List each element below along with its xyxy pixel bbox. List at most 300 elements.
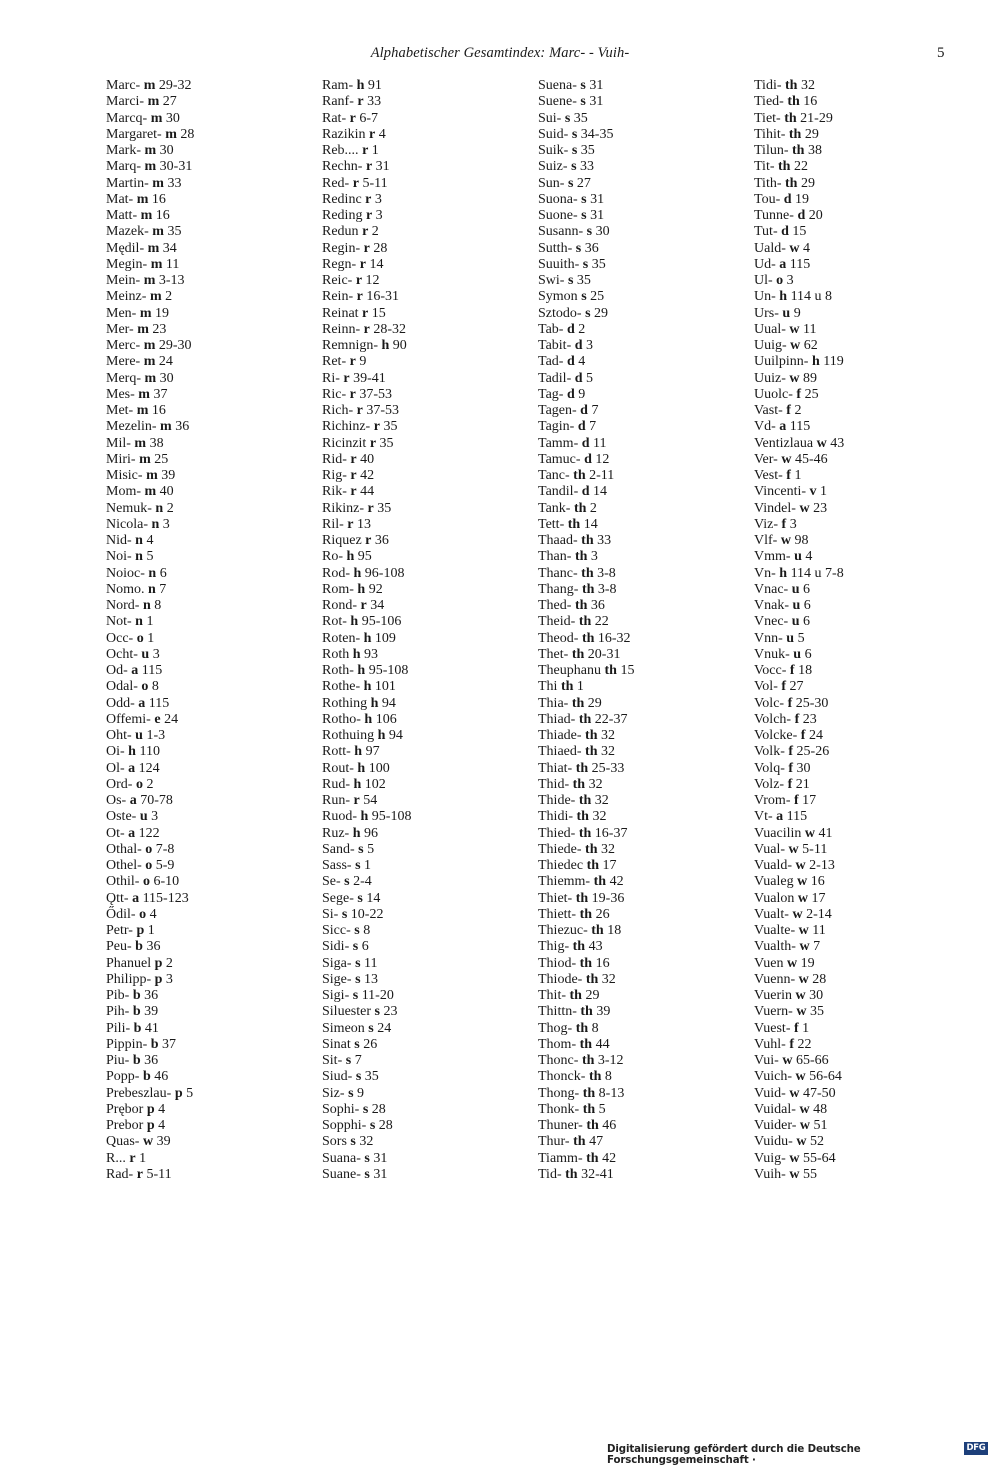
index-entry [322, 907, 534, 923]
entry-letter: m [134, 435, 147, 451]
entry-letter: h [370, 695, 379, 711]
entry-letter: w [789, 1085, 800, 1101]
index-entry [754, 874, 966, 890]
index-entry [754, 1151, 966, 1167]
index-entry [106, 939, 318, 955]
entry-reference: 11 [364, 955, 378, 971]
entry-reference: 4 [158, 1101, 166, 1117]
entry-letter: s [358, 841, 364, 857]
index-entry [106, 143, 318, 159]
entry-reference: 3 [374, 191, 382, 207]
entry-letter: r [343, 370, 350, 386]
entry-reference: 22 [797, 1036, 812, 1052]
entry-stem: Urs- [754, 305, 779, 321]
entry-letter: w [798, 923, 809, 938]
entry-reference: 3 [162, 516, 170, 532]
entry-reference: 3 [786, 273, 794, 288]
entry-stem: Tagen- [538, 403, 577, 418]
entry-stem: Reinn- [322, 321, 361, 337]
index-entry [106, 647, 318, 663]
entry-stem: Sidi- [322, 939, 350, 955]
entry-reference: 1 [147, 923, 155, 938]
entry-reference: 9 [357, 1085, 365, 1101]
entry-letter: s [580, 78, 586, 93]
entry-stem: Nemuk- [106, 500, 152, 516]
entry-stem: Vuen [754, 955, 784, 971]
entry-reference: 43 [830, 435, 845, 451]
entry-stem: Thittn- [538, 1004, 577, 1020]
entry-reference: 32 [600, 744, 615, 760]
entry-stem: Run- [322, 793, 350, 808]
entry-letter: o [136, 630, 144, 646]
entry-reference: 56-64 [809, 1069, 842, 1085]
entry-letter: m [140, 208, 153, 223]
entry-letter: s [369, 1118, 376, 1133]
entry-reference: 34-35 [580, 126, 614, 142]
index-entry [322, 809, 534, 825]
entry-stem: Tut- [754, 224, 778, 240]
entry-letter: s [586, 224, 593, 240]
entry-reference: 34 [370, 598, 385, 613]
entry-reference: 16-37 [594, 825, 628, 841]
index-entry [754, 1118, 966, 1134]
entry-letter: th [567, 516, 581, 532]
entry-stem: Thiaed- [538, 744, 582, 760]
entry-letter: s [350, 1134, 356, 1150]
entry-reference: 27 [789, 679, 804, 695]
entry-reference: 25-26 [796, 744, 830, 760]
entry-letter: f [794, 711, 800, 727]
entry-letter: r [362, 224, 369, 240]
entry-stem: Vuidal- [754, 1101, 796, 1117]
index-entry [106, 208, 318, 224]
entry-stem: Nicola- [106, 516, 148, 532]
entry-reference: 47-50 [802, 1085, 836, 1101]
entry-letter: a [131, 663, 139, 678]
entry-reference: 32 [600, 841, 615, 857]
index-entry [322, 891, 534, 907]
entry-letter: m [152, 175, 164, 191]
entry-reference: 16 [151, 191, 166, 207]
entry-letter: th [585, 971, 599, 987]
entry-reference: 23 [813, 500, 828, 516]
index-entry [538, 533, 750, 549]
entry-letter: s [364, 1150, 370, 1166]
index-entry [106, 94, 318, 110]
entry-reference: 25-33 [591, 760, 625, 776]
index-entry [322, 549, 534, 565]
entry-stem: Ruz- [322, 825, 350, 841]
entry-letter: th [785, 175, 798, 191]
page-header-title: Alphabetischer Gesamtindex: Marc- - Vuih- [370, 45, 630, 61]
index-entry [322, 436, 534, 452]
entry-letter: a [129, 793, 137, 808]
entry-reference: 4 [146, 533, 154, 548]
index-entry [538, 338, 750, 354]
entry-letter: s [348, 1085, 354, 1101]
index-entry [322, 614, 534, 630]
index-entry [754, 582, 966, 598]
entry-letter: d [580, 403, 588, 418]
entry-letter: s [580, 94, 586, 110]
entry-letter: h [363, 630, 372, 646]
index-entry [106, 777, 318, 793]
entry-stem: Thuner- [538, 1118, 583, 1133]
entry-reference: 6 [803, 581, 810, 597]
entry-reference: 16-32 [597, 630, 631, 646]
index-entry [754, 338, 966, 354]
entry-letter: th [560, 679, 574, 695]
index-entry [754, 419, 966, 435]
index-entry [322, 192, 534, 208]
entry-letter: h [811, 354, 820, 370]
entry-stem: Thed- [538, 598, 572, 613]
entry-letter: d [581, 484, 590, 500]
entry-letter: w [781, 451, 792, 467]
entry-letter: u [782, 305, 791, 321]
entry-stem: Sutth- [538, 240, 573, 256]
entry-stem: Ventizlaua [754, 435, 814, 451]
index-entry [538, 744, 750, 760]
entry-reference: 34 [162, 240, 177, 256]
index-entry [322, 419, 534, 435]
index-entry [322, 257, 534, 273]
entry-letter: h [353, 565, 362, 581]
entry-stem: Rothuing [322, 728, 375, 743]
index-entry [754, 793, 966, 809]
entry-reference: 115-123 [142, 890, 189, 906]
entry-letter: r [363, 321, 370, 337]
entry-reference: 1 [147, 630, 155, 646]
entry-reference: 22 [793, 159, 808, 175]
entry-letter: m [144, 159, 157, 175]
index-entry [538, 78, 750, 94]
index-entry [322, 484, 534, 500]
entry-letter: o [135, 776, 143, 792]
index-entry [538, 1004, 750, 1020]
index-entry [754, 111, 966, 127]
index-column-3 [538, 78, 750, 1183]
entry-reference: 3 [151, 809, 159, 825]
entry-stem: Thiode- [538, 971, 583, 987]
entry-letter: f [796, 386, 802, 402]
entry-stem: Mazek- [106, 224, 149, 240]
index-entry [106, 354, 318, 370]
index-entry [754, 94, 966, 110]
entry-letter: u [786, 630, 795, 646]
index-entry [538, 1151, 750, 1167]
entry-stem: Tith- [754, 175, 782, 191]
entry-reference: 91 [367, 78, 382, 93]
entry-letter: r [349, 354, 356, 370]
entry-reference: 115 [786, 809, 808, 825]
entry-reference: 124 [138, 760, 160, 776]
entry-reference: 16 [810, 874, 825, 890]
entry-stem: Not- [106, 614, 132, 630]
entry-letter: d [781, 224, 789, 240]
entry-letter: m [137, 321, 149, 337]
index-entry [322, 712, 534, 728]
entry-letter: w [795, 858, 806, 873]
entry-letter: s [582, 256, 589, 272]
entry-stem: Thiat- [538, 760, 573, 776]
entry-reference: 35 [573, 110, 588, 126]
entry-letter: r [136, 1166, 143, 1182]
entry-reference: 1-3 [146, 728, 166, 743]
entry-letter: a [779, 256, 787, 272]
index-entry [322, 1151, 534, 1167]
entry-letter: m [143, 78, 156, 93]
entry-stem: Marc- [106, 78, 141, 93]
entry-letter: s [362, 1101, 369, 1117]
entry-letter: a [132, 890, 140, 906]
entry-reference: 26 [595, 906, 610, 922]
index-entry [106, 436, 318, 452]
entry-letter: s [567, 273, 574, 288]
entry-letter: h [352, 825, 361, 841]
entry-letter: w [780, 533, 791, 548]
entry-stem: Philipp- [106, 971, 152, 987]
index-entry [106, 809, 318, 825]
index-entry [322, 322, 534, 338]
entry-reference: 33 [367, 94, 382, 110]
index-entry [106, 322, 318, 338]
entry-stem: Misic- [106, 468, 143, 483]
entry-letter: th [574, 549, 588, 565]
entry-reference: 3-12 [597, 1053, 624, 1068]
entry-stem: Sophi- [322, 1101, 360, 1117]
entry-stem: Tunne- [754, 208, 794, 223]
entry-letter: a [776, 809, 784, 825]
entry-stem: Occ- [106, 630, 134, 646]
entry-letter: f [781, 679, 787, 695]
entry-reference: 39 [596, 1004, 611, 1020]
entry-letter: m [143, 354, 156, 370]
entry-stem: Redun [322, 224, 359, 240]
entry-reference: 25 [804, 386, 819, 402]
entry-reference: 45-46 [794, 451, 828, 467]
entry-stem: Ver- [754, 451, 778, 467]
index-entry [322, 1102, 534, 1118]
entry-letter: m [138, 386, 150, 402]
index-entry [538, 322, 750, 338]
index-entry [538, 939, 750, 955]
entry-reference: 15 [792, 224, 807, 240]
entry-letter: th [788, 126, 802, 142]
entry-stem: Red- [322, 175, 350, 191]
entry-reference: 65-66 [795, 1053, 829, 1068]
entry-reference: 32-41 [581, 1166, 614, 1182]
entry-letter: o [139, 906, 147, 922]
entry-letter: s [575, 240, 582, 256]
entry-stem: Mom- [106, 484, 141, 500]
entry-letter: th [784, 110, 797, 126]
entry-stem: Meinz- [106, 289, 147, 305]
index-entry [322, 78, 534, 94]
index-entry [322, 1167, 534, 1183]
entry-stem: Volq- [754, 760, 785, 776]
entry-stem: Ocht- [106, 646, 138, 662]
index-entry [322, 289, 534, 305]
entry-letter: b [142, 1069, 151, 1085]
index-entry [538, 208, 750, 224]
entry-stem: Megin- [106, 256, 148, 272]
entry-reference: 4 [149, 906, 157, 922]
entry-letter: w [142, 1134, 154, 1150]
index-entry [106, 1102, 318, 1118]
entry-letter: n [148, 565, 157, 581]
entry-reference: 32 [594, 793, 609, 808]
entry-letter: f [789, 663, 795, 678]
entry-reference: 115 [141, 663, 163, 678]
index-entry [322, 176, 534, 192]
entry-letter: h [357, 663, 366, 678]
entry-stem: Roten- [322, 630, 361, 646]
entry-stem: Vindel- [754, 500, 796, 516]
entry-stem: Ret- [322, 354, 347, 370]
entry-reference: 19-36 [591, 890, 625, 906]
index-entry [322, 224, 534, 240]
entry-reference: 8 [151, 679, 159, 695]
entry-stem: Margaret- [106, 126, 162, 142]
index-entry [538, 858, 750, 874]
entry-stem: Theid- [538, 614, 576, 630]
entry-stem: Thiemm- [538, 874, 591, 890]
entry-reference: 5 [146, 549, 154, 565]
entry-stem: Vual- [754, 841, 786, 857]
index-entry [322, 631, 534, 647]
entry-stem: Sand- [322, 841, 355, 857]
index-entry [754, 273, 966, 289]
entry-letter: h [357, 581, 366, 597]
entry-stem: Thidi- [538, 809, 573, 825]
entry-reference: 13 [364, 971, 379, 987]
entry-letter: d [584, 451, 592, 467]
entry-reference: 31 [375, 159, 390, 175]
entry-letter: w [796, 1004, 807, 1020]
entry-reference: 25 [590, 289, 605, 305]
entry-letter: m [147, 240, 160, 256]
entry-stem: Thur- [538, 1134, 570, 1150]
entry-stem: Noioc- [106, 565, 145, 581]
index-entry [754, 907, 966, 923]
entry-letter: th [578, 793, 592, 808]
entry-stem: Vincenti- [754, 484, 807, 500]
entry-reference: 115 [789, 419, 811, 435]
entry-stem: Rout- [322, 760, 354, 776]
entry-letter: s [571, 159, 577, 175]
entry-letter: d [566, 321, 575, 337]
entry-letter: r [129, 1150, 136, 1166]
index-entry [322, 598, 534, 614]
entry-letter: m [160, 419, 172, 435]
entry-stem: Si- [322, 906, 339, 922]
index-column-2 [322, 78, 534, 1183]
entry-reference: 44 [360, 484, 375, 500]
entry-stem: Thet- [538, 646, 569, 662]
entry-stem: Nid- [106, 533, 132, 548]
entry-letter: r [352, 175, 359, 191]
index-entry [538, 988, 750, 1004]
entry-stem: Un- [754, 289, 776, 305]
entry-letter: th [571, 695, 585, 711]
entry-reference: 21 [795, 776, 810, 792]
index-entry [754, 484, 966, 500]
entry-letter: s [344, 874, 350, 890]
index-entry [538, 793, 750, 809]
entry-reference: 102 [364, 776, 386, 792]
index-entry [754, 387, 966, 403]
index-entry [538, 224, 750, 240]
entry-letter: w [795, 1069, 806, 1085]
index-entry [322, 744, 534, 760]
entry-stem: Tank- [538, 500, 571, 516]
entry-reference: 39-41 [353, 370, 386, 386]
entry-stem: Nord- [106, 598, 140, 613]
entry-letter: r [356, 403, 363, 418]
entry-reference: 29 [804, 126, 819, 142]
entry-reference: 3 [789, 516, 797, 532]
index-entry [322, 127, 534, 143]
index-entry [538, 712, 750, 728]
entry-stem: Odd- [106, 695, 135, 711]
entry-stem: Sopphi- [322, 1118, 367, 1133]
entry-reference: 32 [359, 1134, 374, 1150]
entry-reference: 3 [375, 208, 383, 223]
index-entry [106, 598, 318, 614]
entry-reference: 42 [609, 874, 624, 890]
index-entry [754, 143, 966, 159]
entry-reference: 93 [364, 646, 379, 662]
index-entry [754, 1102, 966, 1118]
entry-stem: Os- [106, 793, 127, 808]
entry-stem: Roth- [322, 663, 354, 678]
entry-stem: Vnak- [754, 598, 789, 613]
entry-stem: Vlf- [754, 533, 778, 548]
index-entry [106, 1118, 318, 1134]
entry-letter: f [793, 793, 799, 808]
entry-stem: Tihit- [754, 126, 786, 142]
entry-reference: 110 [139, 744, 160, 760]
entry-reference: 16 [155, 208, 170, 223]
footer-funding-note: Digitalisierung gefördert durch die Deutsche Forschungsgemeinschaft · [607, 1444, 861, 1466]
entry-letter: th [575, 890, 589, 906]
entry-letter: f [787, 776, 793, 792]
index-entry [754, 1004, 966, 1020]
entry-letter: f [793, 1020, 799, 1036]
entry-stem: Vuenn- [754, 971, 796, 987]
entry-reference: 37-53 [366, 403, 399, 418]
entry-reference: 95 [357, 549, 372, 565]
entry-stem: Rat- [322, 110, 347, 126]
entry-letter: h [353, 776, 362, 792]
entry-reference: 31 [373, 1166, 388, 1182]
entry-letter: d [581, 435, 590, 451]
index-entry [754, 403, 966, 419]
entry-stem: Vd- [754, 419, 776, 435]
entry-reference: 28 [812, 971, 827, 987]
entry-reference: 1 [139, 1150, 147, 1166]
entry-stem: Odal- [106, 679, 138, 695]
entry-stem: Vuern- [754, 1004, 793, 1020]
index-entry [106, 241, 318, 257]
entry-letter: n [135, 614, 143, 630]
entry-reference: 30 [796, 760, 811, 776]
entry-letter: s [355, 858, 361, 873]
entry-letter: th [574, 598, 588, 613]
entry-letter: m [143, 273, 156, 288]
entry-reference: 3 [165, 971, 173, 987]
